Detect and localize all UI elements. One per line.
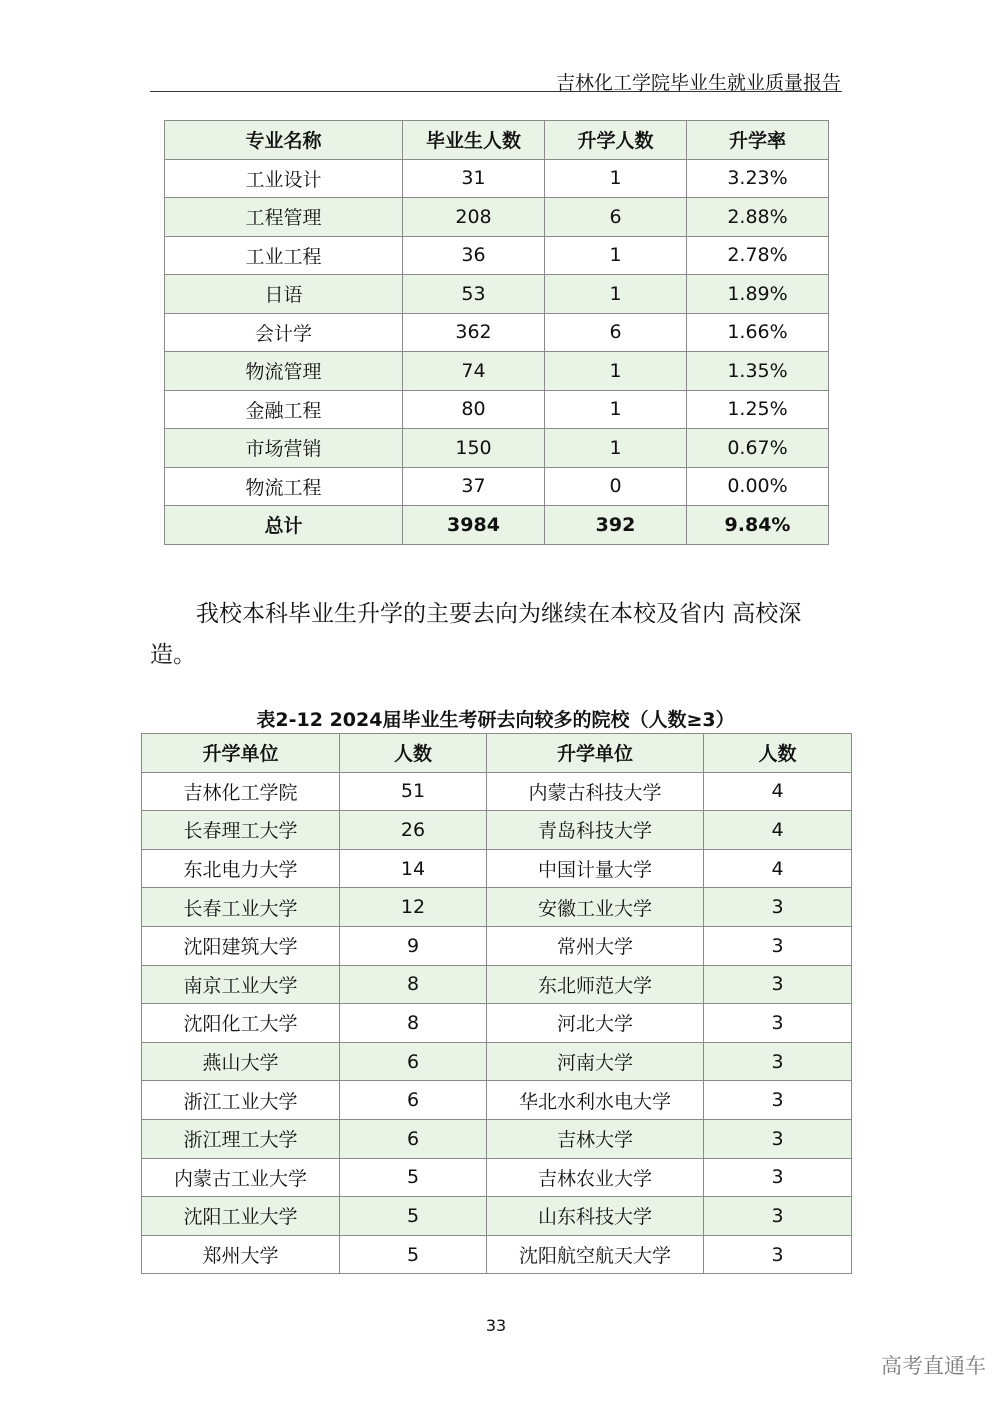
school-cell: 长春理工大学 [142,811,340,850]
table-row [142,965,852,1004]
school-cell: 吉林化工学院 [142,772,340,811]
rate-cell: 0.00% [687,467,829,506]
count-cell: 3 [704,1197,852,1236]
count-cell: 5 [340,1235,487,1274]
graduates-cell: 150 [403,429,545,468]
further-study-cell: 1 [545,429,687,468]
count-cell: 51 [340,772,487,811]
school-cell: 浙江理工大学 [142,1119,340,1158]
rate-cell: 2.78% [687,236,829,275]
table-row [165,198,829,237]
count-cell: 3 [704,1081,852,1120]
table-row [165,390,829,429]
page-number: 33 [485,1316,507,1335]
count-cell: 4 [704,849,852,888]
school-cell: 浙江工业大学 [142,1081,340,1120]
column-header: 升学单位 [487,734,704,773]
table-total-row [165,506,829,545]
table-row [165,467,829,506]
body-paragraph: 我校本科毕业生升学的主要去向为继续在本校及省内 高校深造。 [150,601,802,668]
major-further-study-table [164,120,829,545]
table-row [142,772,852,811]
count-cell: 5 [340,1197,487,1236]
count-cell: 3 [704,1158,852,1197]
column-header: 专业名称 [165,121,403,160]
count-cell: 4 [704,811,852,850]
column-header: 升学单位 [142,734,340,773]
school-cell: 南京工业大学 [142,965,340,1004]
table-row [165,275,829,314]
further-study-cell: 1 [545,236,687,275]
count-cell: 26 [340,811,487,850]
school-cell: 长春工业大学 [142,888,340,927]
table-row [142,1235,852,1274]
table-row [165,352,829,391]
rate-cell: 3.23% [687,159,829,198]
rate-cell: 1.25% [687,390,829,429]
count-cell: 8 [340,965,487,1004]
school-cell: 山东科技大学 [487,1197,704,1236]
table-header-row [142,734,852,773]
total-graduates-cell: 3984 [403,506,545,545]
count-cell: 14 [340,849,487,888]
report-header-title: 吉林化工学院毕业生就业质量报告 [555,72,841,94]
major-name-cell: 会计学 [165,313,403,352]
school-cell: 吉林大学 [487,1119,704,1158]
count-cell: 5 [340,1158,487,1197]
school-cell: 东北电力大学 [142,849,340,888]
column-header: 升学率 [687,121,829,160]
table-row [142,1197,852,1236]
count-cell: 6 [340,1081,487,1120]
school-cell: 安徽工业大学 [487,888,704,927]
school-cell: 河北大学 [487,1004,704,1043]
school-cell: 内蒙古科技大学 [487,772,704,811]
count-cell: 3 [704,1042,852,1081]
major-name-cell: 物流工程 [165,467,403,506]
graduates-cell: 37 [403,467,545,506]
count-cell: 3 [704,888,852,927]
rate-cell: 1.89% [687,275,829,314]
graduate-school-destinations-table [141,733,852,1274]
school-cell: 内蒙古工业大学 [142,1158,340,1197]
school-cell: 吉林农业大学 [487,1158,704,1197]
major-name-cell: 物流管理 [165,352,403,391]
count-cell: 3 [704,1119,852,1158]
table-header-row [165,121,829,160]
school-cell: 沈阳建筑大学 [142,926,340,965]
count-cell: 3 [704,1004,852,1043]
school-cell: 河南大学 [487,1042,704,1081]
school-cell: 青岛科技大学 [487,811,704,850]
major-name-cell: 工业工程 [165,236,403,275]
school-cell: 东北师范大学 [487,965,704,1004]
further-study-cell: 0 [545,467,687,506]
school-cell: 中国计量大学 [487,849,704,888]
count-cell: 3 [704,1235,852,1274]
major-name-cell: 市场营销 [165,429,403,468]
graduates-cell: 36 [403,236,545,275]
column-header: 毕业生人数 [403,121,545,160]
rate-cell: 2.88% [687,198,829,237]
total-further-study-cell: 392 [545,506,687,545]
major-name-cell: 工程管理 [165,198,403,237]
column-header: 升学人数 [545,121,687,160]
graduates-cell: 80 [403,390,545,429]
count-cell: 8 [340,1004,487,1043]
further-study-cell: 1 [545,159,687,198]
count-cell: 4 [704,772,852,811]
column-header: 人数 [704,734,852,773]
table-row [142,1158,852,1197]
table-row [142,1004,852,1043]
school-cell: 常州大学 [487,926,704,965]
header-divider [150,91,842,92]
table-row [165,313,829,352]
graduates-cell: 53 [403,275,545,314]
column-header: 人数 [340,734,487,773]
rate-cell: 1.35% [687,352,829,391]
count-cell: 6 [340,1042,487,1081]
watermark-text: 高考直通车 [881,1354,986,1378]
major-name-cell: 日语 [165,275,403,314]
total-label-cell: 总计 [165,506,403,545]
table-row [165,236,829,275]
table-caption: 表2-12 2024届毕业生考研去向较多的院校（人数≥3） [256,709,735,731]
rate-cell: 0.67% [687,429,829,468]
table-row [142,888,852,927]
table-row [165,429,829,468]
table-row [142,926,852,965]
major-name-cell: 工业设计 [165,159,403,198]
further-study-cell: 6 [545,313,687,352]
table-row [142,849,852,888]
count-cell: 3 [704,965,852,1004]
table-row [142,811,852,850]
count-cell: 9 [340,926,487,965]
further-study-cell: 6 [545,198,687,237]
graduates-cell: 208 [403,198,545,237]
rate-cell: 1.66% [687,313,829,352]
school-cell: 燕山大学 [142,1042,340,1081]
major-name-cell: 金融工程 [165,390,403,429]
graduates-cell: 362 [403,313,545,352]
further-study-cell: 1 [545,275,687,314]
count-cell: 12 [340,888,487,927]
table-row [142,1042,852,1081]
school-cell: 沈阳工业大学 [142,1197,340,1236]
school-cell: 郑州大学 [142,1235,340,1274]
further-study-cell: 1 [545,352,687,391]
count-cell: 3 [704,926,852,965]
table-row [165,159,829,198]
further-study-cell: 1 [545,390,687,429]
school-cell: 沈阳化工大学 [142,1004,340,1043]
total-rate-cell: 9.84% [687,506,829,545]
graduates-cell: 74 [403,352,545,391]
table-row [142,1081,852,1120]
school-cell: 华北水利水电大学 [487,1081,704,1120]
graduates-cell: 31 [403,159,545,198]
school-cell: 沈阳航空航天大学 [487,1235,704,1274]
table-row [142,1119,852,1158]
count-cell: 6 [340,1119,487,1158]
